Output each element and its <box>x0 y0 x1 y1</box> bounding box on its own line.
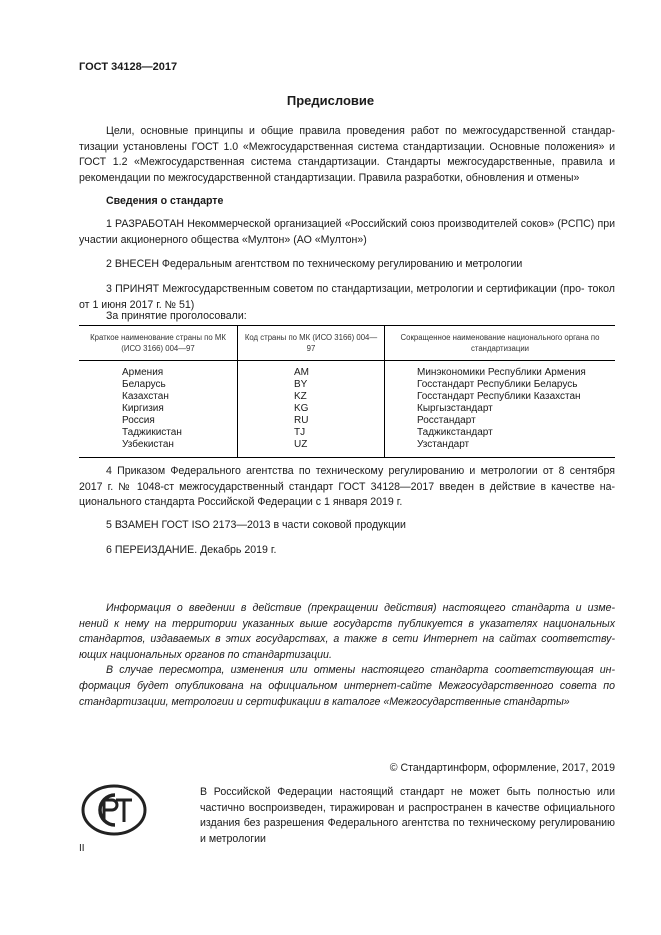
country-cell: Казахстан <box>122 391 169 402</box>
header-country: Краткое наименование страны по МК (ИСО 3166) 004—97 <box>79 326 238 361</box>
header-code: Код страны по МК (ИСО 3166) 004—97 <box>238 326 385 361</box>
body-cell: Госстандарт Республики Беларусь <box>385 379 616 391</box>
table-row <box>79 439 615 458</box>
code-cell: KG <box>238 403 385 415</box>
item-enacted: 4 Приказом Федерального агентства по техническому регулированию и метрологии от 8 сентября 2017 г. № 1048-ст межгосударственный стандарт ГОСТ 34128—2017 введен в действие в качестве на- ционального стандарта Российской Федерации с 1 января 2019 г. <box>79 465 615 509</box>
body-cell: Кыргызстандарт <box>385 403 616 415</box>
code-cell: UZ <box>238 439 385 458</box>
publication-notice <box>79 601 615 710</box>
table-row <box>79 403 615 415</box>
voting-states-table <box>79 325 615 458</box>
country-cell: Киргизия <box>122 403 164 414</box>
code-cell: BY <box>238 379 385 391</box>
item-developed: 1 РАЗРАБОТАН Некоммерческой организацией «Российский союз производителей соков» (РСПС) при участии акционерного общества «Мултон» (АО «Мултон») <box>79 218 615 246</box>
code-cell: AM <box>238 361 385 380</box>
info-heading: Сведения о стандарте <box>106 195 224 207</box>
item-replaces: 5 ВЗАМЕН ГОСТ ISO 2173—2013 в части соковой продукции <box>106 519 406 531</box>
code-cell: KZ <box>238 391 385 403</box>
table-row <box>79 427 615 439</box>
country-cell: Армения <box>122 367 164 378</box>
page-number: II <box>79 843 85 854</box>
country-cell: Беларусь <box>122 379 166 390</box>
item-submitted: 2 ВНЕСЕН Федеральным агентством по техническому регулированию и метрологии <box>106 258 523 270</box>
table-header-row <box>79 326 615 361</box>
table-row <box>79 415 615 427</box>
table-row <box>79 391 615 403</box>
table-row <box>79 361 615 380</box>
rights-notice: В Российской Федерации настоящий стандарт не может быть полностью или частично воспроизведен, тиражирован и распространен в качестве официального издания без разрешения Федерального агентства по техническому регулированию и метрологии <box>200 786 615 845</box>
page-title: Предисловие <box>286 93 375 108</box>
table-row <box>79 379 615 391</box>
item-reissue: 6 ПЕРЕИЗДАНИЕ. Декабрь 2019 г. <box>106 544 277 556</box>
body-cell: Таджикстандарт <box>385 427 616 439</box>
body-cell: Росстандарт <box>385 415 616 427</box>
country-cell: Таджикистан <box>122 427 182 438</box>
country-cell: Россия <box>122 415 155 426</box>
item-adopted: 3 ПРИНЯТ Межгосударственным советом по стандартизации, метрологии и сертификации (про- токол от 1 июня 2017 г. № 51) <box>79 283 615 311</box>
header-body: Сокращенное наименование национального органа по стандартизации <box>385 326 616 361</box>
voted-label: За принятие проголосовали: <box>106 310 247 322</box>
code-cell: TJ <box>238 427 385 439</box>
copyright-line: © Стандартинформ, оформление, 2017, 2019 <box>389 762 615 774</box>
notice-paragraph-1: Информация о введении в действие (прекращении действия) настоящего стандарта и изме- нений к нему на территории указанных выше государств публикуется в указателях национальных стандартов, издаваемых в этих государствах, а также в сети Интернет на сайтах соответству- ющих национальных органов по стандартизации. <box>79 602 615 661</box>
body-cell: Узстандарт <box>385 439 616 458</box>
body-cell: Госстандарт Республики Казахстан <box>385 391 616 403</box>
rst-logo-icon <box>79 782 149 843</box>
body-cell: Минэкономики Республики Армения <box>385 361 616 380</box>
standard-code: ГОСТ 34128—2017 <box>79 61 178 73</box>
notice-paragraph-2: В случае пересмотра, изменения или отмены настоящего стандарта соответствующая ин- формация будет опубликована на официальном интернет-сайте Межгосударственного совета по стандартизации, метрологии и сертификации в каталоге «Межгосударственные стандарты» <box>79 664 615 708</box>
country-cell: Узбекистан <box>79 439 238 458</box>
intro-paragraph: Цели, основные принципы и общие правила проведения работ по межгосударственной стандар- тизации установлены ГОСТ 1.0 «Межгосударственная система стандартизации. Основные положения» и ГОСТ 1.2 «Межгосударственная система стандартизации. Стандарты межгосударственные, правила и рекомендации по межгосударственной стандартизации. Правила разработки, обновления и отмены» <box>79 125 615 184</box>
code-cell: RU <box>238 415 385 427</box>
